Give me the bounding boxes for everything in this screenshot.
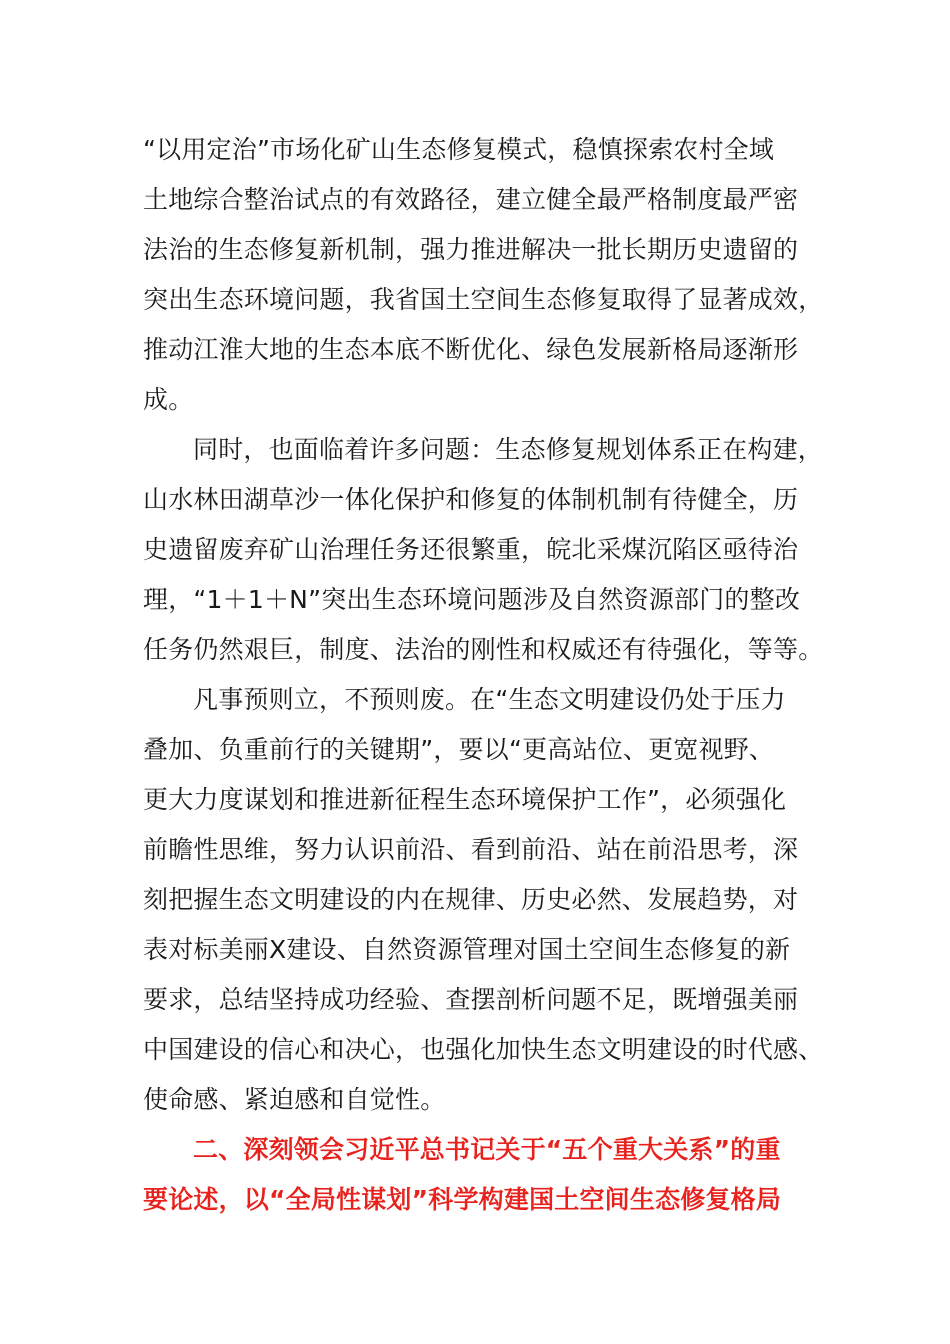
text-line: 土地综合整治试点的有效路径，建立健全最严格制度最严密	[143, 185, 799, 214]
text-line: 史遗留废弃矿山治理任务还很繁重，皖北采煤沉陷区亟待治	[143, 535, 799, 564]
text-line: 更大力度谋划和推进新征程生态环境保护工作”，必须强化	[143, 785, 787, 814]
paragraph-start-line: 凡事预则立，不预则废。在“生态文明建设仍处于压力	[193, 685, 786, 714]
text-line: 理，“1＋1＋N”突出生态环境问题涉及自然资源部门的整改	[143, 585, 801, 614]
text-line: 法治的生态修复新机制，强力推进解决一批长期历史遗留的	[143, 235, 799, 264]
text-line: 前瞻性思维，努力认识前沿、看到前沿、站在前沿思考，深	[143, 835, 799, 864]
paragraph-start-line: 同时，也面临着许多问题：生态修复规划体系正在构建，	[193, 435, 824, 464]
text-line: 任务仍然艰巨，制度、法治的刚性和权威还有待强化，等等。	[143, 635, 824, 664]
text-line: 突出生态环境问题，我省国土空间生态修复取得了显著成效，	[143, 285, 824, 314]
text-line: 中国建设的信心和决心，也强化加快生态文明建设的时代感、	[143, 1035, 824, 1064]
text-line: 刻把握生态文明建设的内在规律、历史必然、发展趋势，对	[143, 885, 799, 914]
text-line: 山水林田湖草沙一体化保护和修复的体制机制有待健全，历	[143, 485, 799, 514]
text-line: 推动江淮大地的生态本底不断优化、绿色发展新格局逐渐形	[143, 335, 799, 364]
section-heading-line: 二、深刻领会习近平总书记关于“五个重大关系”的重	[193, 1135, 781, 1164]
text-line: “以用定治”市场化矿山生态修复模式，稳慎探索农村全域	[143, 135, 775, 164]
text-line: 成。	[143, 385, 194, 414]
text-line: 叠加、负重前行的关键期”，要以“更高站位、更宽视野、	[143, 735, 775, 764]
text-line: 表对标美丽X建设、自然资源管理对国土空间生态修复的新	[143, 935, 791, 964]
text-line: 使命感、紧迫感和自觉性。	[143, 1085, 446, 1114]
section-heading-line: 要论述，以“全局性谋划”科学构建国土空间生态修复格局	[143, 1185, 782, 1214]
text-line: 要求，总结坚持成功经验、查摆剖析问题不足，既增强美丽	[143, 985, 799, 1014]
